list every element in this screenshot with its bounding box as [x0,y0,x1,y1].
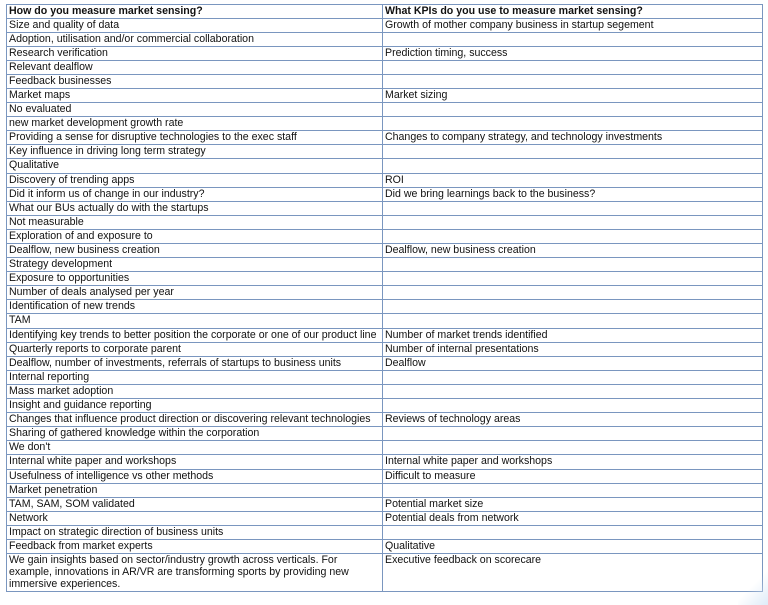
kpi-cell [383,159,763,173]
kpi-cell [383,525,763,539]
header-measure: How do you measure market sensing? [7,5,383,19]
table-row [7,356,763,370]
measure-cell: Feedback from market experts [7,539,383,553]
kpi-cell [383,258,763,272]
table-row [7,187,763,201]
measure-cell: Impact on strategic direction of business units [7,525,383,539]
kpi-cell [383,74,763,88]
table-row-last [7,554,763,592]
survey-table [6,4,763,592]
kpi-cell: Internal white paper and workshops [383,455,763,469]
kpi-cell: Dealflow, new business creation [383,244,763,258]
measure-cell: Dealflow, new business creation [7,244,383,258]
table-row [7,314,763,328]
kpi-cell [383,103,763,117]
table-row [7,117,763,131]
kpi-cell: Dealflow [383,356,763,370]
measure-cell: new market development growth rate [7,117,383,131]
table-row [7,32,763,46]
table-row [7,399,763,413]
kpi-cell: Number of internal presentations [383,342,763,356]
table-body [7,18,763,554]
kpi-cell [383,384,763,398]
kpi-cell [383,229,763,243]
measure-cell: What our BUs actually do with the startups [7,201,383,215]
table-row [7,131,763,145]
table-row [7,525,763,539]
table-row [7,483,763,497]
table-row [7,173,763,187]
table-row [7,539,763,553]
measure-cell: Dealflow, number of investments, referrals of startups to business units [7,356,383,370]
kpi-cell: Executive feedback on scorecare [383,554,763,592]
kpi-cell [383,286,763,300]
measure-cell: Adoption, utilisation and/or commercial collaboration [7,32,383,46]
kpi-cell [383,272,763,286]
kpi-cell: Number of market trends identified [383,328,763,342]
measure-cell: TAM, SAM, SOM validated [7,497,383,511]
table-row [7,201,763,215]
kpi-cell [383,201,763,215]
measure-cell: Key influence in driving long term strategy [7,145,383,159]
measure-cell: Usefulness of intelligence vs other methods [7,469,383,483]
kpi-cell [383,32,763,46]
measure-cell: We don't [7,441,383,455]
measure-cell: Quarterly reports to corporate parent [7,342,383,356]
measure-cell: Insight and guidance reporting [7,399,383,413]
kpi-cell: Did we bring learnings back to the business? [383,187,763,201]
table-row [7,384,763,398]
kpi-cell: Potential market size [383,497,763,511]
measure-cell: Identification of new trends [7,300,383,314]
table-row [7,455,763,469]
table-row [7,300,763,314]
measure-cell: Size and quality of data [7,18,383,32]
measure-cell: No evaluated [7,103,383,117]
kpi-cell: Market sizing [383,88,763,102]
measure-cell: Did it inform us of change in our industry? [7,187,383,201]
measure-cell: Market maps [7,88,383,102]
kpi-cell: Difficult to measure [383,469,763,483]
header-kpis: What KPIs do you use to measure market sensing? [383,5,763,19]
table-row [7,229,763,243]
measure-cell: Market penetration [7,483,383,497]
measure-cell: Exploration of and exposure to [7,229,383,243]
kpi-cell [383,215,763,229]
table-row [7,328,763,342]
table-row [7,215,763,229]
table-row [7,342,763,356]
measure-cell: Strategy development [7,258,383,272]
kpi-cell [383,370,763,384]
measure-cell: Not measurable [7,215,383,229]
kpi-cell [383,60,763,74]
measure-cell: We gain insights based on sector/industry growth across verticals. For example, innovations in AR/VR are transforming sports by providing new immersive experiences. [7,554,383,592]
table-row [7,370,763,384]
table-row [7,469,763,483]
kpi-cell [383,399,763,413]
kpi-cell: Potential deals from network [383,511,763,525]
table-row [7,413,763,427]
table-row [7,18,763,32]
table-row [7,74,763,88]
table-row [7,511,763,525]
kpi-cell: Growth of mother company business in startup segement [383,18,763,32]
kpi-cell [383,427,763,441]
table-row [7,244,763,258]
measure-cell: Feedback businesses [7,74,383,88]
measure-cell: Qualitative [7,159,383,173]
measure-cell: Number of deals analysed per year [7,286,383,300]
kpi-cell: Prediction timing, success [383,46,763,60]
table-row [7,46,763,60]
table-row [7,103,763,117]
table-row [7,427,763,441]
table-row [7,272,763,286]
kpi-cell: Reviews of technology areas [383,413,763,427]
measure-cell: Identifying key trends to better position the corporate or one of our product line [7,328,383,342]
table-row [7,159,763,173]
table-row [7,60,763,74]
measure-cell: Providing a sense for disruptive technologies to the exec staff [7,131,383,145]
kpi-cell [383,300,763,314]
measure-cell: Relevant dealflow [7,60,383,74]
kpi-cell: ROI [383,173,763,187]
kpi-cell [383,314,763,328]
table-row [7,286,763,300]
measure-cell: TAM [7,314,383,328]
measure-cell: Mass market adoption [7,384,383,398]
measure-cell: Research verification [7,46,383,60]
measure-cell: Sharing of gathered knowledge within the corporation [7,427,383,441]
measure-cell: Exposure to opportunities [7,272,383,286]
kpi-cell: Qualitative [383,539,763,553]
kpi-cell [383,483,763,497]
kpi-cell [383,117,763,131]
measure-cell: Discovery of trending apps [7,173,383,187]
table-row [7,88,763,102]
kpi-cell [383,145,763,159]
measure-cell: Network [7,511,383,525]
measure-cell: Changes that influence product direction or discovering relevant technologies [7,413,383,427]
kpi-cell: Changes to company strategy, and technology investments [383,131,763,145]
kpi-cell [383,441,763,455]
table-row [7,258,763,272]
header-row [7,5,763,19]
table-row [7,441,763,455]
measure-cell: Internal reporting [7,370,383,384]
table-row [7,497,763,511]
table-row [7,145,763,159]
measure-cell: Internal white paper and workshops [7,455,383,469]
